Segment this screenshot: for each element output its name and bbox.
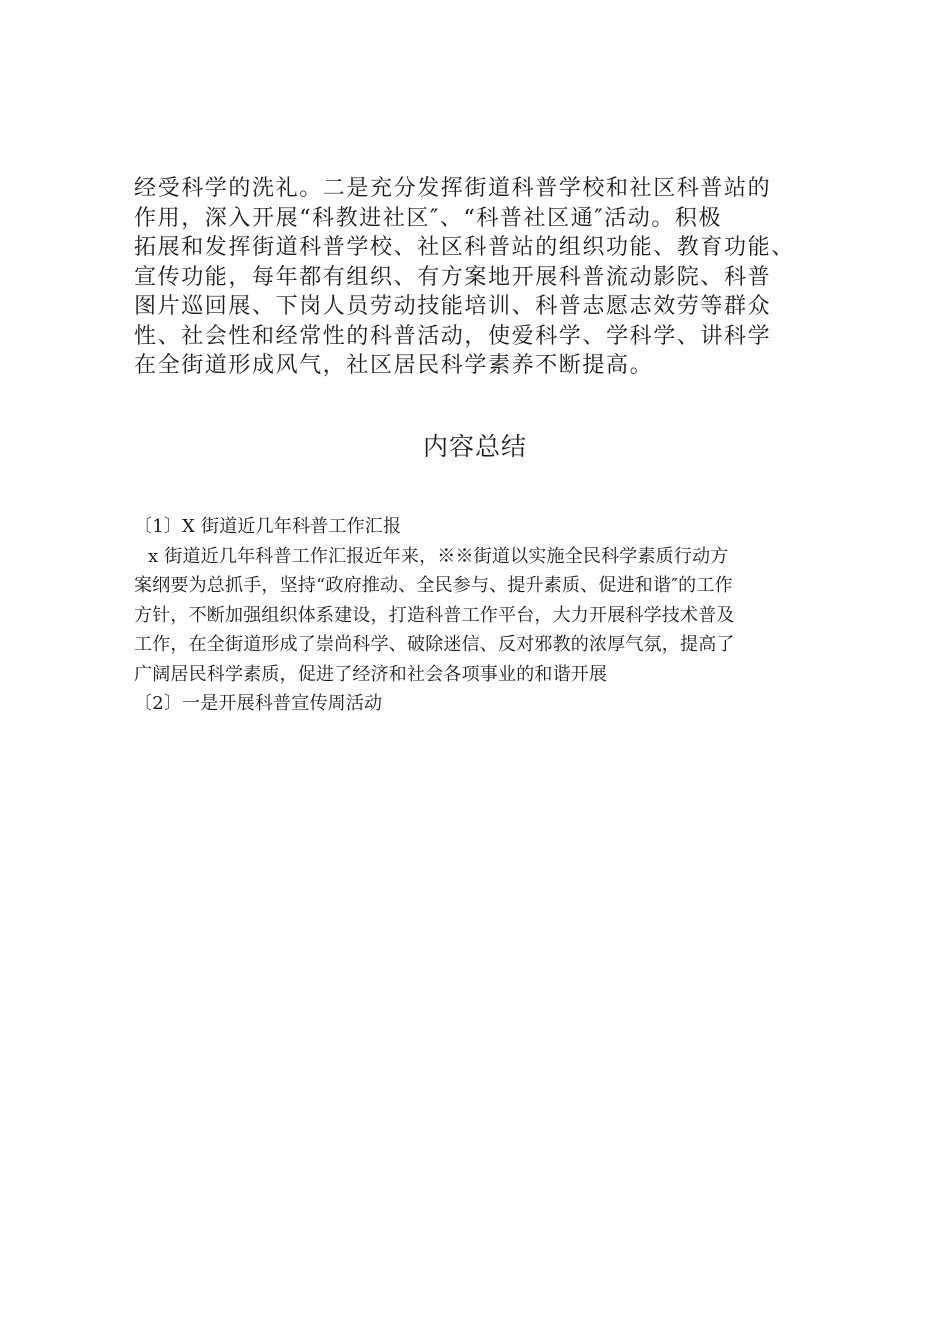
summary-item-1-line-5: 广阔居民科学素质，促进了经济和社会各项事业的和谐开展 bbox=[134, 663, 608, 685]
body-line-3: 拓展和发挥街道科普学校、社区科普站的组织功能、教育功能、 bbox=[134, 235, 795, 260]
body-line-1: 经受科学的洗礼。二是充分发挥街道科普学校和社区科普站的 bbox=[134, 176, 772, 201]
body-line-5: 图片巡回展、下岗人员劳动技能培训、科普志愿志效劳等群众 bbox=[134, 294, 772, 319]
body-line-2: 作用，深入开展“科教进社区″、“科普社区通″活动。积极 bbox=[134, 205, 723, 231]
body-paragraph bbox=[134, 174, 834, 381]
summary-item-1-line-1: x 街道近几年科普工作汇报近年来，※※街道以实施全民科学素质行动方 bbox=[148, 545, 729, 567]
summary-title: 内容总结 bbox=[422, 432, 527, 461]
body-line-6: 性、社会性和经常性的科普活动，使爱科学、学科学、讲科学 bbox=[134, 323, 772, 349]
summary-item-1-line-2: 案纲要为总抓手，坚持“政府推动、全民参与、提升素质、促进和谐″的工作 bbox=[134, 575, 733, 596]
body-line-4: 宣传功能，每年都有组织、有方案地开展科普流动影院、科普 bbox=[134, 264, 772, 290]
summary-item-2-heading: 〔2〕一是开展科普宣传周活动 bbox=[134, 693, 383, 714]
summary-item-1-line-3: 方针，不断加强组织体系建设，打造科普工作平台，大力开展科学技术普及 bbox=[134, 604, 735, 626]
body-line-7: 在全街道形成风气，社区居民科学素养不断提高。 bbox=[134, 353, 654, 378]
summary-item-1-line-4: 工作，在全街道形成了崇尚科学、破除迷信、反对邪教的浓厚气氛，提高了 bbox=[134, 634, 735, 655]
summary-item-1-heading: 〔1〕X 街道近几年科普工作汇报 bbox=[134, 516, 402, 537]
summary-section bbox=[134, 512, 834, 719]
